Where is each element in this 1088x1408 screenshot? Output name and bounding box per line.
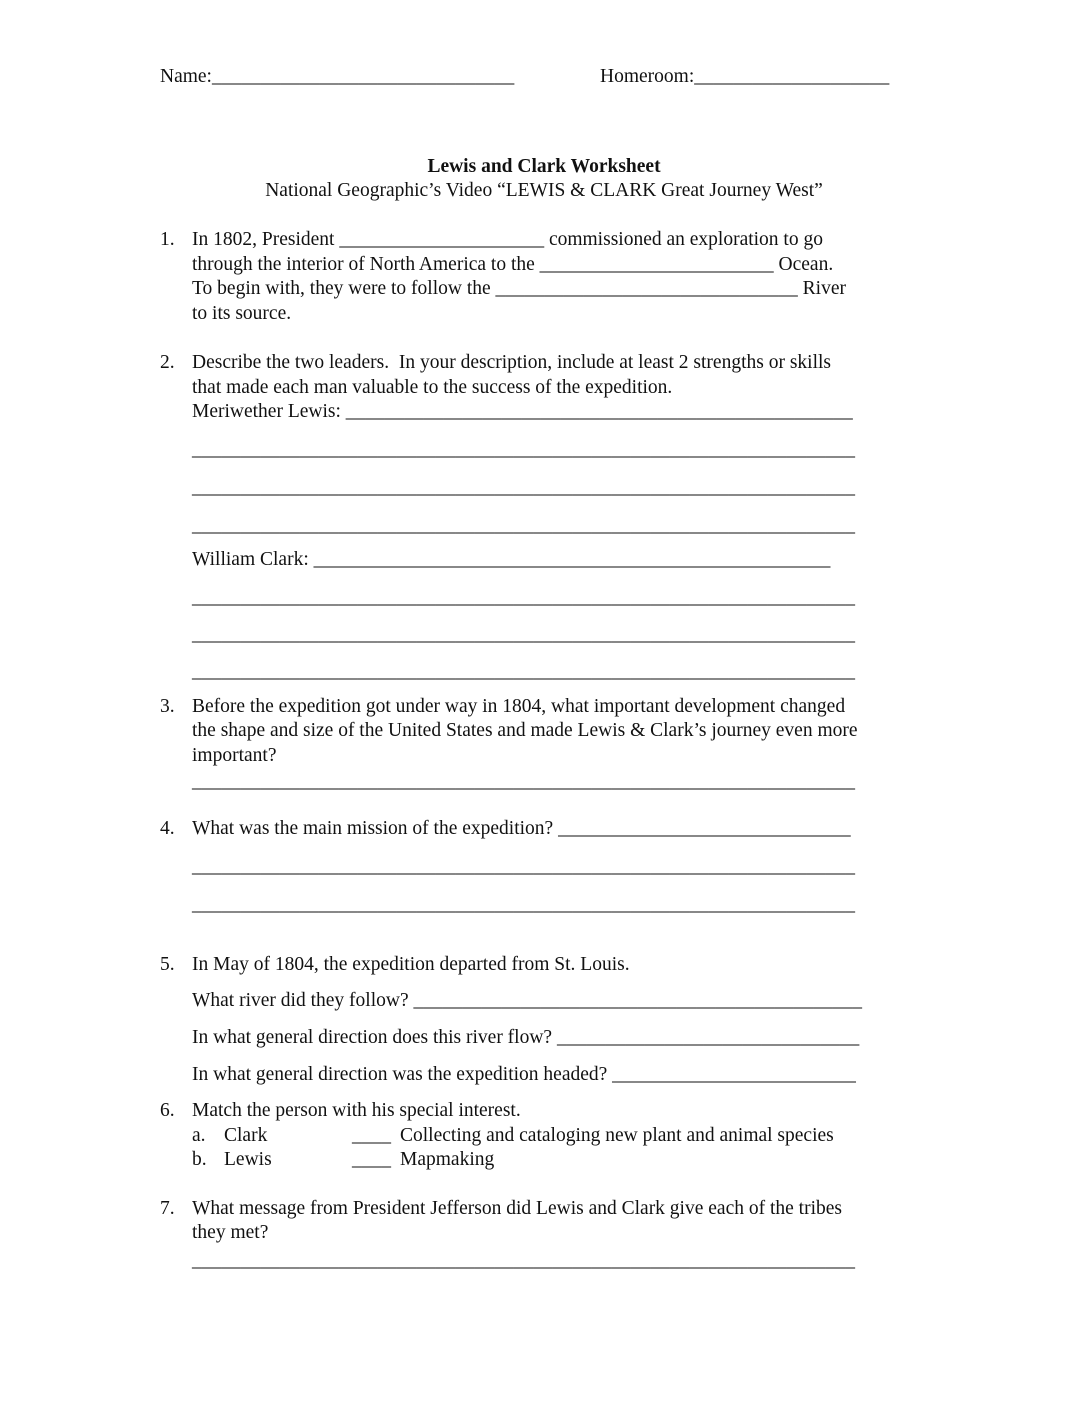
question-number: 7.	[160, 1198, 175, 1219]
match-blank[interactable]: ____	[352, 1149, 391, 1170]
answer-line[interactable]: ____________________________________________________________________	[192, 624, 855, 645]
question-text: that made each man valuable to the success of the expedition.	[192, 377, 673, 398]
worksheet-title: Lewis and Clark Worksheet	[427, 156, 661, 177]
question-number: 2.	[160, 352, 175, 373]
question-text: Match the person with his special interest.	[192, 1100, 521, 1121]
question-number: 3.	[160, 696, 175, 717]
question-text[interactable]: To begin with, they were to follow the _______________________________ River	[192, 278, 846, 299]
question-text: Describe the two leaders. In your description, include at least 2 strengths or skills	[192, 352, 832, 373]
river-direction-field[interactable]: In what general direction does this river flow? _______________________________	[192, 1027, 860, 1048]
name-field[interactable]: Name:_______________________________	[160, 66, 515, 87]
expedition-direction-field[interactable]: In what general direction was the expedition headed? _________________________	[192, 1064, 856, 1085]
option-name: Lewis	[224, 1149, 272, 1170]
option-name: Clark	[224, 1125, 268, 1146]
question-text: What message from President Jefferson did Lewis and Clark give each of the tribes	[192, 1198, 842, 1219]
answer-line[interactable]: ____________________________________________________________________	[192, 856, 855, 877]
option-letter: a.	[192, 1125, 206, 1146]
question-number: 1.	[160, 229, 175, 250]
question-text[interactable]: In 1802, President _____________________ commissioned an exploration to go	[192, 229, 823, 250]
option-description: Mapmaking	[400, 1149, 495, 1170]
question-text[interactable]: through the interior of North America to the ________________________ Ocean.	[192, 254, 834, 275]
question-text: to its source.	[192, 303, 292, 324]
question-text: Before the expedition got under way in 1804, what important development changed	[192, 696, 846, 717]
question-number: 4.	[160, 818, 175, 839]
match-blank[interactable]: ____	[352, 1125, 391, 1146]
question-text: the shape and size of the United States and made Lewis & Clark’s journey even more	[192, 720, 858, 741]
question-text: they met?	[192, 1222, 269, 1243]
option-letter: b.	[192, 1149, 207, 1170]
question-number: 6.	[160, 1100, 175, 1121]
option-description: Collecting and cataloging new plant and animal species	[400, 1125, 834, 1146]
answer-line[interactable]: ____________________________________________________________________	[192, 439, 855, 460]
river-followed-field[interactable]: What river did they follow? ______________________________________________	[192, 990, 862, 1011]
answer-line[interactable]: ____________________________________________________________________	[192, 661, 855, 682]
worksheet-subtitle: National Geographic’s Video “LEWIS & CLARK Great Journey West”	[265, 180, 823, 201]
answer-line[interactable]: ____________________________________________________________________	[192, 771, 855, 792]
homeroom-field[interactable]: Homeroom:____________________	[600, 66, 890, 87]
question-text: In May of 1804, the expedition departed from St. Louis.	[192, 954, 630, 975]
answer-line[interactable]: ____________________________________________________________________	[192, 587, 855, 608]
answer-line[interactable]: ____________________________________________________________________	[192, 894, 855, 915]
answer-line[interactable]: ____________________________________________________________________	[192, 1250, 855, 1271]
lewis-answer-field[interactable]: Meriwether Lewis: ____________________________________________________	[192, 401, 853, 422]
question-text: important?	[192, 745, 277, 766]
question-text[interactable]: What was the main mission of the expedition? ______________________________	[192, 818, 851, 839]
clark-answer-field[interactable]: William Clark: _____________________________________________________	[192, 549, 831, 570]
answer-line[interactable]: ____________________________________________________________________	[192, 515, 855, 536]
answer-line[interactable]: ____________________________________________________________________	[192, 477, 855, 498]
question-number: 5.	[160, 954, 175, 975]
